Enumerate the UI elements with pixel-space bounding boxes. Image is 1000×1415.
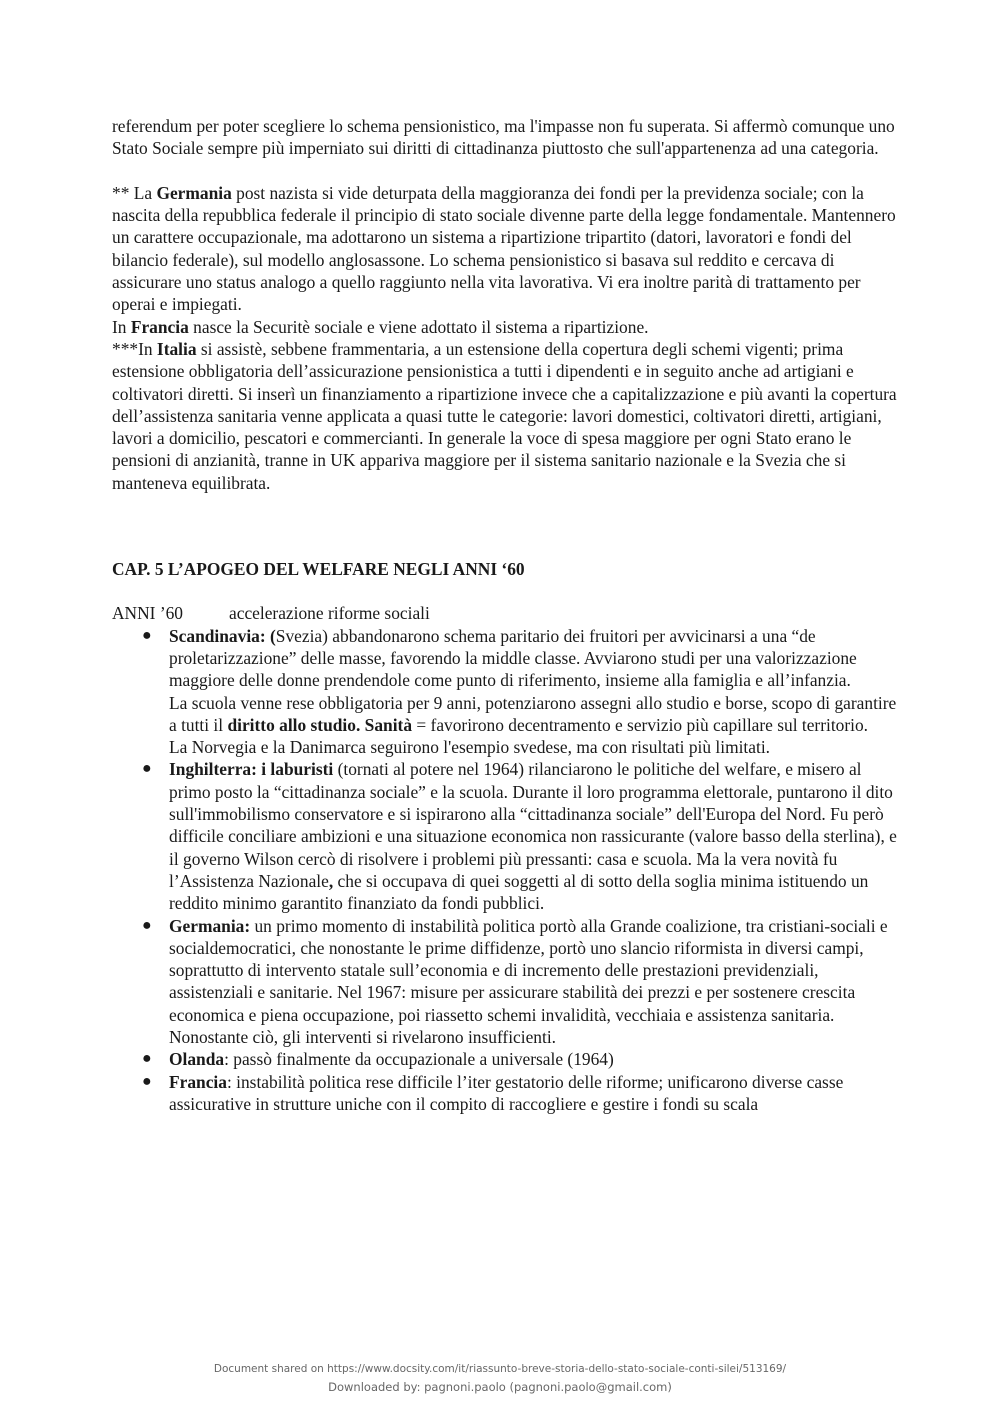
intro-paragraph: referendum per poter scegliere lo schema pensionistico, ma l'impasse non fu superata. Si affermò comunque uno Stato Sociale sempre più imperniato sui diritti di cittadinanza piuttosto che sull'appartenenza ad una categoria.	[112, 116, 895, 159]
italia-paragraph	[112, 338, 902, 494]
germania-text: post nazista si vide deturpata della maggioranza dei fondi per la previdenza sociale; con la nascita della repubblica federale il principio di stato sociale divenne parte della legge fondamentale. Mantennero un carattere occupazionale, ma adottarono un sistema a ripartizione tripartito (datori, lavoratori e fondi del bilancio federale), sul modello anglosassone. Lo schema pensionistico si basava sul reddito e cercava di assicurare uno status analogo a quello raggiunto nella vita lavorativa. Vi era inoltre parità di trattamento per operai e impiegati.	[112, 182, 896, 315]
bullet-icon: ●	[142, 916, 152, 934]
francia-prefix: In	[112, 316, 131, 337]
list-item-germania	[112, 915, 902, 1049]
anni-row	[112, 602, 902, 624]
germania-prefix: ** La	[112, 182, 157, 203]
bullet-icon: ●	[142, 1072, 152, 1090]
list-item-inghilterra	[112, 758, 902, 914]
inghilterra-body2: che si occupava di quei soggetti al di sotto della soglia minima istituendo un reddito minimo garantito finanziato da fondi pubblici.	[169, 870, 869, 914]
inghilterra-body: (tornati al potere nel 1964) rilanciarono le politiche del welfare, e misero al primo posto la “cittadinanza sociale” e la scuola. Durante il loro programma elettorale, puntarono il dito sull'immobilismo conservatore e si ispirarono alla “cittadinanza sociale” dell'Europa del Nord. Fu però difficile conciliare ambizioni e una situazione economica non rassicurante (valore basso della sterlina), e il governo Wilson cercò di risolvere i problemi più pressanti: casa e scuola. Ma la vera novità fu l’Assistenza Nazionale	[169, 759, 897, 891]
footer-downloaded-by: Downloaded by: pagnoni.paolo (pagnoni.paolo@gmail.com)	[328, 1380, 672, 1394]
olanda-body: : passò finalmente da occupazionale a universale (1964)	[224, 1049, 614, 1070]
francia-paragraph	[112, 316, 902, 338]
list-item-olanda	[112, 1048, 902, 1070]
italia-text: si assistè, sebbene frammentaria, a un estensione della copertura degli schemi vigenti; prima estensione obbligatoria dell’assicurazione pensionistica a tutti i dipendenti e in seguito anche ad artigiani e coltivatori diretti. Si inserì un finanziamento a ripartizione invece che a capitalizzazione e più avanti la copertura dell’assistenza sanitaria venne applicata a quasi tutte le categorie: lavori domestici, coltivatori diretti, artigiani, lavori a domicilio, pescatori e commercianti. In generale la voce di spesa maggiore per ogni Stato erano le pensioni di anzianità, tranne in UK appariva maggiore per il sistema sanitario nazionale e la Svezia che si manteneva equilibrata.	[112, 338, 897, 493]
germania-bullet-text	[169, 915, 902, 1049]
list-item-scandinavia	[112, 625, 902, 759]
footer-shared-link[interactable]: Document shared on https://www.docsity.com/it/riassunto-breve-storia-dello-stato-sociale-conti-silei/513169/	[213, 1363, 787, 1375]
inghilterra-text	[169, 758, 902, 914]
italia-prefix: ***In	[112, 338, 157, 359]
anni-label: ANNI ’60	[112, 603, 183, 624]
scandinavia-norway: La Norvegia e la Danimarca seguirono l'esempio svedese, ma con risultati più limitati.	[169, 737, 770, 758]
francia-bullet-bold: Francia	[169, 1071, 227, 1092]
olanda-text	[169, 1048, 902, 1070]
inghilterra-comma: ,	[328, 870, 334, 891]
scandinavia-school-post: = favorirono decentramento e servizio più capillare sul territorio.	[412, 714, 869, 735]
germania-bullet-bold: Germania:	[169, 915, 251, 936]
scandinavia-body: Svezia) abbandonarono schema paritario dei fruitori per avvicinarsi a una “de proletarizzazione” delle masse, favorendo la middle classe. Avviarono studi per una valorizzazione maggiore delle donne prendendole come punto di riferimento, insieme alla famiglia e all’infanzia.	[169, 625, 857, 691]
italia-bold: Italia	[156, 338, 197, 359]
scandinavia-paren: (	[265, 625, 276, 646]
germania-bold: Germania	[156, 182, 232, 203]
bullet-icon: ●	[142, 760, 152, 778]
spacer	[112, 160, 902, 182]
germania-paragraph	[112, 182, 902, 316]
scandinavia-school	[169, 692, 902, 737]
inghilterra-bold: Inghilterra: i laburisti	[169, 759, 334, 780]
spacer	[112, 494, 902, 558]
francia-bold: Francia	[130, 316, 189, 337]
scandinavia-bold: Scandinavia:	[169, 625, 266, 646]
list-item-francia	[112, 1071, 902, 1116]
francia-text: nasce la Securitè sociale e viene adottato il sistema a ripartizione.	[188, 316, 649, 337]
germania-bullet-body: un primo momento di instabilità politica portò alla Grande coalizione, tra cristiani-sociali e socialdemocratici, che nonostante le prime diffidenze, portò uno slancio riformista in diversi campi, soprattutto di intervento statale sull’economia e di incremento delle prestazioni previdenziali, assistenziali e sanitarie. Nel 1967: misure per assicurare stabilità dei prezzi e per sostenere crescita economica e piena occupazione, poi riassetto schemi invalidità, vecchiaia e assistenza sanitaria. Nonostante ciò, gli interventi si rivelarono insufficienti.	[169, 915, 888, 1047]
chapter-heading: CAP. 5 L’APOGEO DEL WELFARE NEGLI ANNI ‘60	[112, 559, 525, 580]
bullet-icon: ●	[142, 626, 152, 644]
olanda-bold: Olanda	[169, 1049, 225, 1070]
country-list	[112, 625, 902, 1116]
scandinavia-school-bold: diritto allo studio. Sanità	[227, 714, 413, 735]
bullet-icon: ●	[142, 1050, 152, 1068]
anni-text: accelerazione riforme sociali	[229, 603, 430, 624]
scandinavia-text	[169, 625, 902, 692]
francia-bullet-text	[169, 1071, 902, 1116]
scandinavia-school-pre: La scuola venne rese obbligatoria per 9 anni, potenziarono assegni allo studio e borse, scopo di garantire a tutti il	[169, 692, 897, 735]
page-content	[112, 115, 902, 1115]
francia-bullet-body: : instabilità politica rese difficile l’iter gestatorio delle riforme; unificarono diverse casse assicurative in strutture uniche con il compito di raccogliere e gestire i fondi su scala	[169, 1071, 844, 1114]
